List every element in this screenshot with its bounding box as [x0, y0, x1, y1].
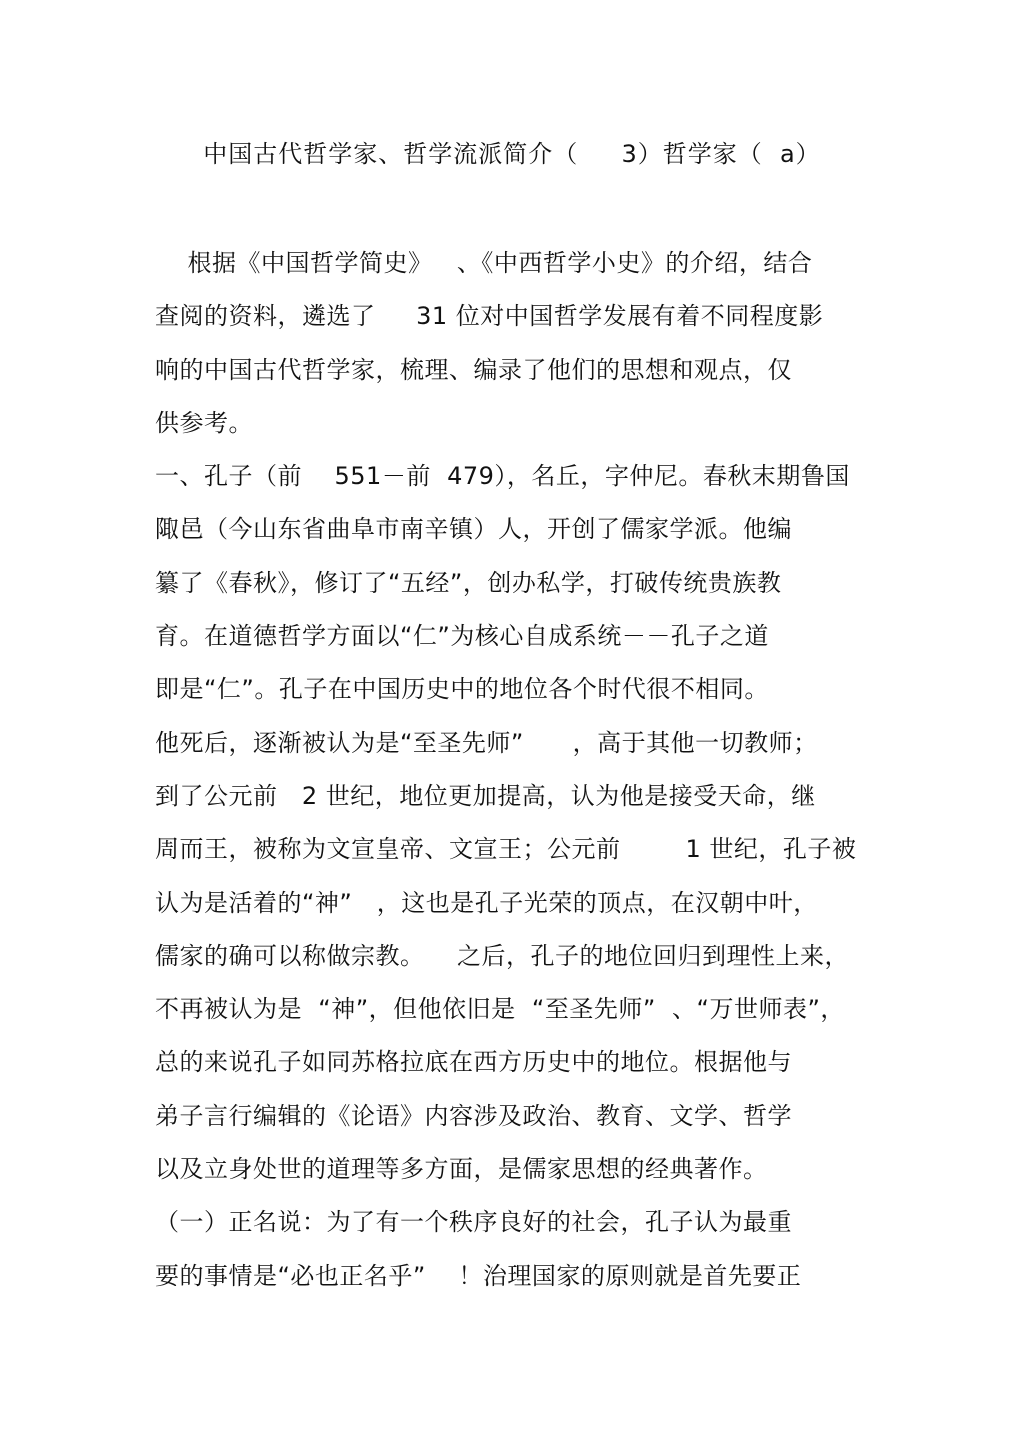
body-line: 响的中国古代哲学家，梳理、编录了他们的思想和观点，仅 [155, 355, 792, 384]
body-line: 一、孔子（前 551－前 479），名丘，字仲尼。春秋末期鲁国 [155, 462, 850, 491]
document-body [155, 243, 915, 1309]
body-line: 育。在道德哲学方面以“仁”为核心自成系统－－孔子之道 [155, 622, 769, 651]
body-line: 不再被认为是 “神”，但他依旧是 “至圣先师” 、“万世师表”， [155, 995, 845, 1024]
body-line: 供参考。 [155, 408, 253, 437]
document-title: 中国古代哲学家、哲学流派简介（ 3）哲学家（ a） [203, 140, 821, 168]
body-line: 弟子言行编辑的《论语》内容涉及政治、教育、文学、哲学 [155, 1101, 792, 1130]
body-line: 即是“仁”。孔子在中国历史中的地位各个时代很不相同。 [155, 675, 769, 704]
body-line: 认为是活着的“神” ，这也是孔子光荣的顶点，在汉朝中叶， [155, 888, 818, 917]
body-line: 查阅的资料，遴选了 31 位对中国哲学发展有着不同程度影 [155, 302, 824, 331]
body-line: 要的事情是“必也正名乎” ！治理国家的原则就是首先要正 [155, 1261, 802, 1290]
body-line: 陬邑（今山东省曲阜市南辛镇）人，开创了儒家学派。他编 [155, 515, 792, 544]
body-line: 儒家的确可以称做宗教。 之后，孔子的地位回归到理性上来， [155, 941, 850, 970]
body-line: 到了公元前 2 世纪，地位更加提高，认为他是接受天命，继 [155, 781, 816, 810]
body-line: 总的来说孔子如同苏格拉底在西方历史中的地位。根据他与 [155, 1048, 792, 1077]
body-line: 根据《中国哲学简史》 、《中西哲学小史》的介绍，结合 [155, 249, 813, 277]
body-line: 周而王，被称为文宣皇帝、文宣王；公元前 1 世纪，孔子被 [155, 835, 857, 864]
body-line: （一）正名说：为了有一个秩序良好的社会，孔子认为最重 [155, 1208, 792, 1237]
body-line: 以及立身处世的道理等多方面，是儒家思想的经典著作。 [155, 1155, 768, 1184]
body-line: 他死后，逐渐被认为是“至圣先师” ，高于其他一切教师； [155, 728, 818, 757]
body-line: 纂了《春秋》，修订了“五经”，创办私学，打破传统贵族教 [155, 568, 782, 597]
